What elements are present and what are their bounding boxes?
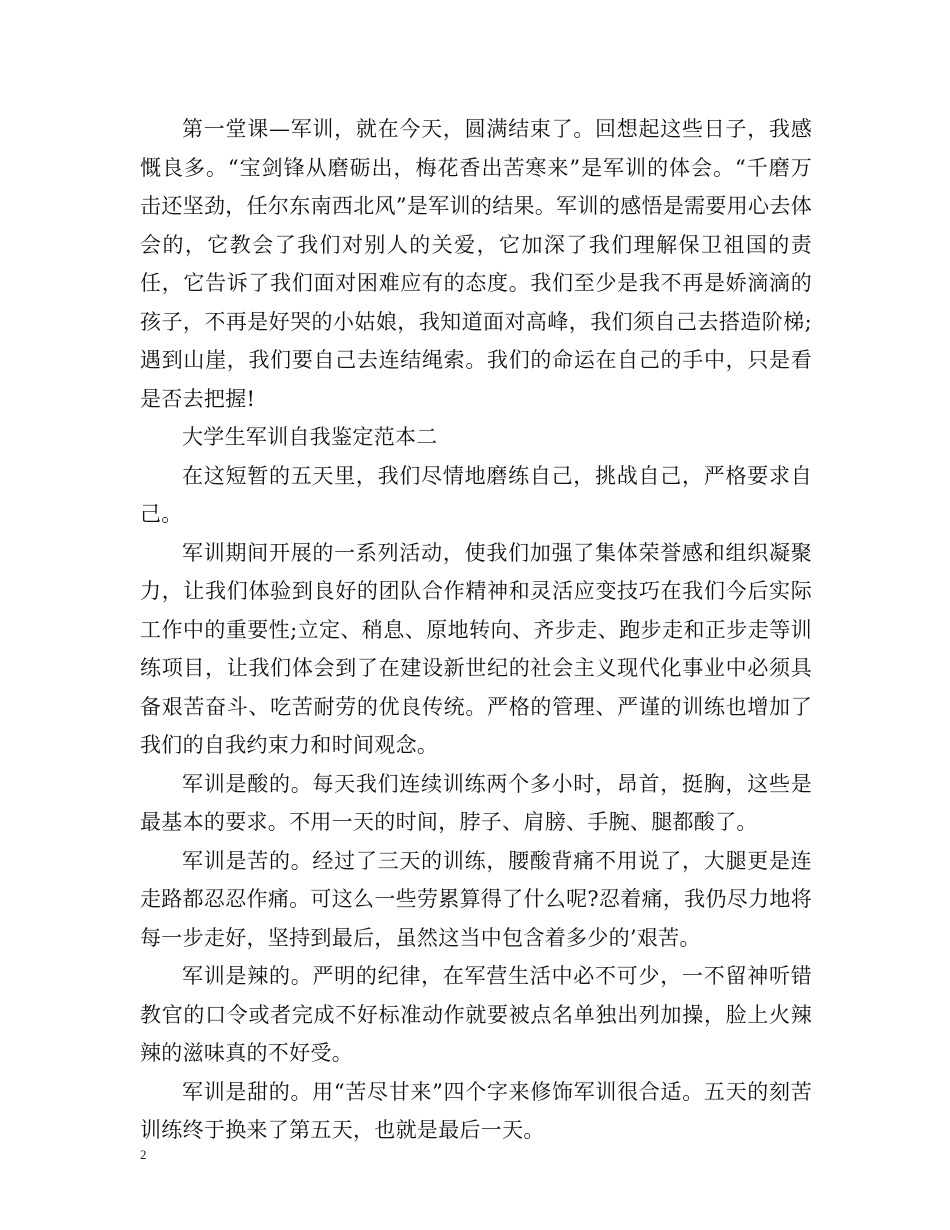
paragraph-activities: 军训期间开展的一系列活动，使我们加强了集体荣誉感和组织凝聚力，让我们体验到良好的团队合作精神和灵活应变技巧在我们今后实际工作中的重要性;立定、稍息、原地转向、齐步走、跑步走和正步走等训练项目，让我们体会到了在建设新世纪的社会主义现代化事业中必须具备艰苦奋斗、吃苦耐劳的优良传统。严格的管理、严谨的训练也增加了我们的自我约束力和时间观念。: [140, 540, 812, 757]
section-heading: 大学生军训自我鉴定范本二: [182, 425, 438, 449]
paragraph-sweet: 军训是甜的。用“苦尽甘来”四个字来修饰军训很合适。五天的刻苦训练终于换来了第五天，也就是最后一天。: [140, 1079, 812, 1142]
paragraph-spicy: 军训是辣的。严明的纪律，在军营生活中必不可少，一不留神听错教官的口令或者完成不好标准动作就要被点名单独出列加操，脸上火辣辣的滋味真的不好受。: [140, 964, 812, 1065]
paragraph-bitter: 军训是苦的。经过了三天的训练，腰酸背痛不用说了，大腿更是连走路都忍忍作痛。可这么一些劳累算得了什么呢?忍着痛，我仍尽力地将每一步走好，坚持到最后，虽然这当中包含着多少的’艰苦。: [140, 848, 812, 950]
paragraph-sour: 军训是酸的。每天我们连续训练两个多小时，昂首，挺胸，这些是最基本的要求。不用一天的时间，脖子、肩膀、手腕、腿都酸了。: [140, 771, 812, 834]
paragraph-five-days: 在这短暂的五天里，我们尽情地磨练自己，挑战自己，严格要求自己。: [140, 463, 812, 526]
paragraph-intro: 第一堂课—军训，就在今天，圆满结束了。回想起这些日子，我感慨良多。“宝剑锋从磨砺出，梅花香出苦寒来”是军训的体会。“千磨万击还坚劲，任尔东南西北风”是军训的结果。军训的感悟是需要用心去体会的，它教会了我们对别人的关爱，它加深了我们理解保卫祖国的责任，它告诉了我们面对困难应有的态度。我们至少是我不再是娇滴滴的孩子，不再是好哭的小姑娘，我知道面对高峰，我们须自己去搭造阶梯;遇到山崖，我们要自己去连结绳索。我们的命运在自己的手中，只是看是否去把握!: [140, 117, 812, 411]
page-body: [140, 110, 812, 1150]
page-number: 2: [140, 1147, 147, 1162]
